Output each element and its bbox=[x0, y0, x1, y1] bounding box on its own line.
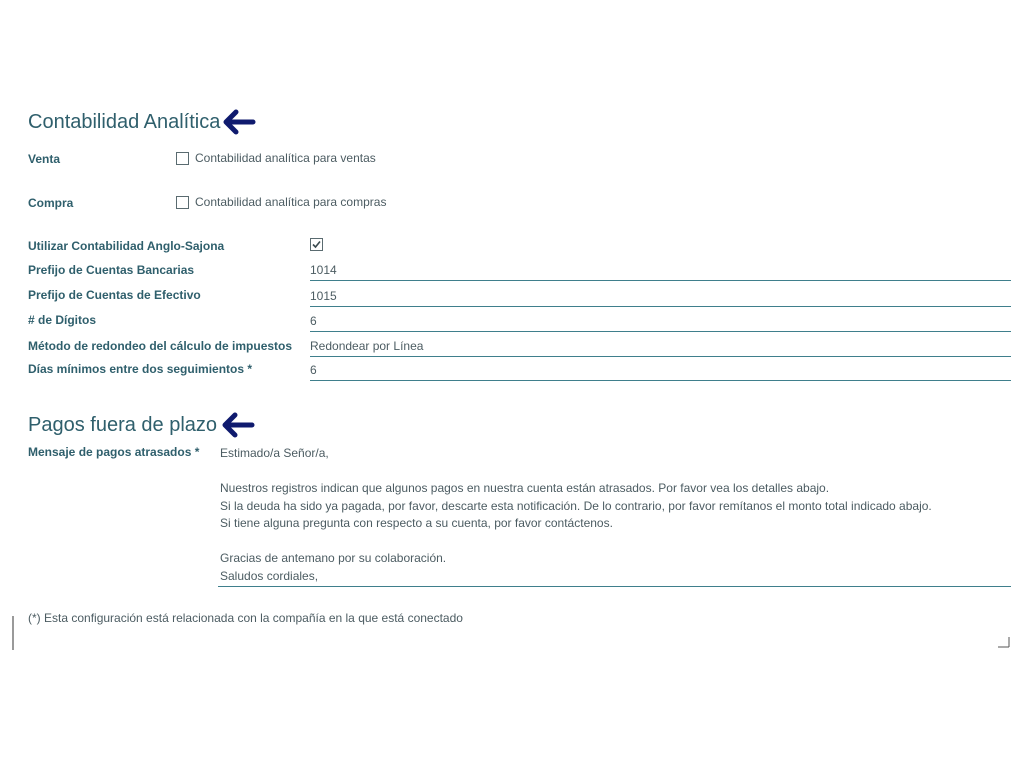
overdue-title-text: Pagos fuera de plazo bbox=[28, 414, 218, 436]
sale-analytic-option bbox=[176, 151, 376, 165]
cash-prefix-label: Prefijo de Cuentas de Efectivo bbox=[28, 288, 201, 302]
rounding-method-select[interactable]: Redondear por Línea bbox=[310, 338, 1011, 357]
company-footnote: (*) Esta configuración está relacionada con la compañía en la que está conectado bbox=[28, 611, 463, 625]
rounding-method-label: Método de redondeo del cálculo de impuestos bbox=[28, 339, 293, 353]
overdue-section-title bbox=[28, 412, 255, 438]
cash-prefix-field[interactable]: 1015 bbox=[310, 288, 1011, 307]
followup-days-label: Días mínimos entre dos seguimientos * bbox=[28, 362, 253, 376]
left-border-marker bbox=[12, 616, 14, 650]
purchase-analytic-checkbox[interactable] bbox=[176, 196, 189, 209]
message-line: Nuestros registros indican que algunos pagos en nuestra cuenta están atrasados. Por favor vea los detalles abajo. bbox=[220, 481, 830, 495]
digits-label: # de Dígitos bbox=[28, 313, 97, 327]
bank-prefix-label: Prefijo de Cuentas Bancarias bbox=[28, 263, 195, 277]
digits-field[interactable]: 6 bbox=[310, 313, 1011, 332]
anglo-saxon-option bbox=[310, 238, 329, 251]
message-line: Si la deuda ha sido ya pagada, por favor, descarte esta notificación. De lo contrario, por favor remítanos el monto total indicado abajo. bbox=[220, 498, 932, 513]
message-line bbox=[220, 463, 1011, 481]
bank-prefix-field[interactable]: 1014 bbox=[310, 262, 1011, 281]
resize-handle-icon[interactable] bbox=[997, 636, 1011, 648]
analytic-section-title bbox=[28, 109, 256, 135]
sale-label: Venta bbox=[28, 152, 61, 166]
sale-analytic-checkbox[interactable] bbox=[176, 152, 189, 165]
overdue-message-label: Mensaje de pagos atrasados * bbox=[28, 445, 200, 459]
purchase-analytic-option bbox=[176, 195, 386, 209]
message-line: Estimado/a Señor/a, bbox=[220, 446, 329, 460]
analytic-title-text: Contabilidad Analítica bbox=[28, 111, 221, 133]
checkmark-icon bbox=[311, 239, 322, 250]
purchase-analytic-checkbox-label[interactable]: Contabilidad analítica para compras bbox=[195, 195, 387, 209]
arrow-left-icon bbox=[221, 412, 255, 438]
arrow-left-icon bbox=[222, 109, 256, 135]
anglo-saxon-label: Utilizar Contabilidad Anglo-Sajona bbox=[28, 239, 225, 253]
message-line bbox=[220, 533, 1011, 551]
message-line: Saludos cordiales, bbox=[220, 568, 319, 583]
message-line: Si tiene alguna pregunta con respecto a su cuenta, por favor contáctenos. bbox=[220, 516, 613, 530]
anglo-saxon-checkbox[interactable] bbox=[310, 238, 323, 251]
purchase-label: Compra bbox=[28, 196, 74, 210]
overdue-message-textarea[interactable] bbox=[218, 445, 1011, 587]
sale-analytic-checkbox-label[interactable]: Contabilidad analítica para ventas bbox=[195, 151, 376, 165]
followup-days-field[interactable]: 6 bbox=[310, 362, 1011, 381]
message-line: Gracias de antemano por su colaboración. bbox=[220, 551, 447, 565]
